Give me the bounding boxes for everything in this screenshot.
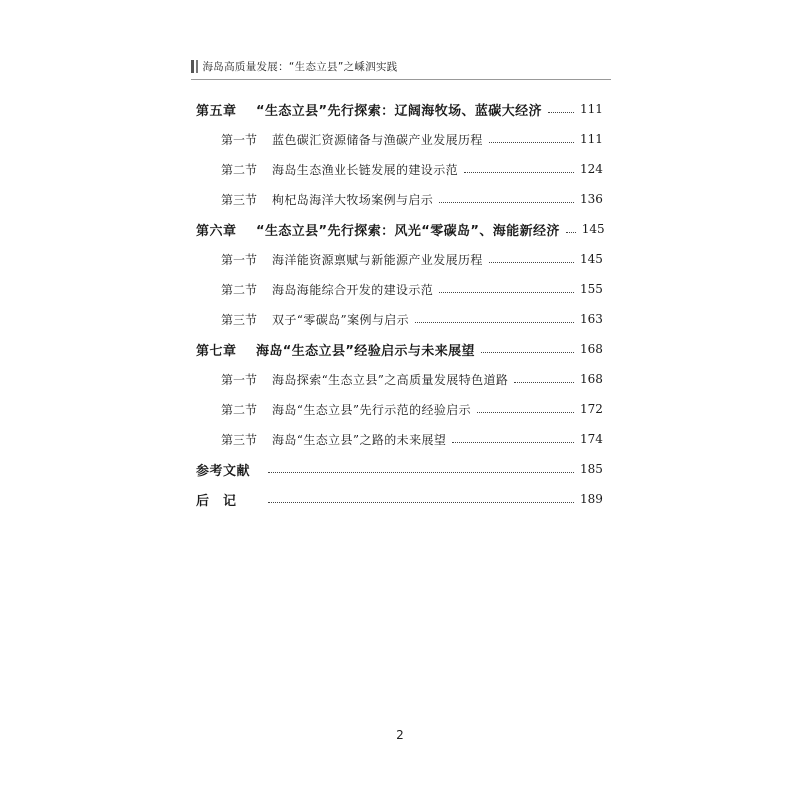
header-rule: [191, 79, 611, 80]
chapter-number: 第五章: [196, 103, 237, 119]
dot-leader: [268, 502, 574, 503]
toc-page-number: 111: [580, 102, 603, 116]
section-title: 双子“零碳岛”案例与启示: [272, 312, 410, 327]
section-title: 海洋能资源禀赋与新能源产业发展历程: [272, 252, 483, 267]
section-title: 海岛生态渔业长链发展的建设示范: [272, 162, 459, 177]
toc-section-entry[interactable]: [196, 184, 602, 214]
section-title: 海岛探索“生态立县”之高质量发展特色道路: [272, 372, 509, 387]
dot-leader: [452, 442, 574, 443]
toc-page-number: 168: [580, 372, 603, 386]
toc-page-number: 168: [580, 342, 603, 356]
toc-section-entry[interactable]: [196, 364, 602, 394]
toc-chapter-entry[interactable]: [196, 214, 605, 244]
section-number: 第一节: [221, 132, 258, 147]
section-title: 海岛“生态立县”先行示范的经验启示: [272, 402, 472, 417]
section-title: 海岛“生态立县”之路的未来展望: [272, 432, 447, 447]
toc-section-entry[interactable]: [196, 304, 602, 334]
chapter-title: “生态立县”先行探索：辽阔海牧场、蓝碳大经济: [256, 103, 542, 119]
toc-section-entry[interactable]: [196, 124, 602, 154]
toc-page-number: 155: [580, 282, 603, 296]
dot-leader: [548, 112, 574, 113]
dot-leader: [439, 292, 574, 293]
chapter-number: 参考文献: [196, 463, 251, 479]
chapter-number: 第六章: [196, 223, 237, 239]
toc-section-entry[interactable]: [196, 424, 602, 454]
toc-page-number: 189: [580, 492, 603, 506]
running-title: 海岛高质量发展：“生态立县”之嵊泗实践: [202, 60, 398, 73]
toc-section-entry[interactable]: [196, 154, 602, 184]
section-title: 蓝色碳汇资源储备与渔碳产业发展历程: [272, 132, 483, 147]
dot-leader: [489, 262, 574, 263]
page-number: 2: [396, 728, 404, 742]
dot-leader: [415, 322, 574, 323]
dot-leader: [481, 352, 574, 353]
toc-page-number: 145: [580, 252, 603, 266]
section-title: 海岛海能综合开发的建设示范: [272, 282, 434, 297]
dot-leader: [514, 382, 574, 383]
toc-section-entry[interactable]: [196, 274, 602, 304]
dot-leader: [489, 142, 574, 143]
toc-page-number: 174: [580, 432, 603, 446]
toc-page-number: 185: [580, 462, 603, 476]
toc-page-number: 136: [580, 192, 603, 206]
toc-chapter-entry[interactable]: [196, 94, 602, 124]
toc-section-entry[interactable]: [196, 244, 602, 274]
toc-page-number: 172: [580, 402, 603, 416]
dot-leader: [439, 202, 574, 203]
dot-leader: [268, 472, 574, 473]
dot-leader: [566, 232, 576, 233]
header-bar-icon: [191, 60, 194, 73]
section-number: 第三节: [221, 192, 258, 207]
section-title: 枸杞岛海洋大牧场案例与启示: [272, 192, 434, 207]
table-of-contents: [196, 94, 605, 514]
section-number: 第一节: [221, 252, 258, 267]
chapter-number: 后 记: [196, 493, 237, 509]
toc-page-number: 124: [580, 162, 603, 176]
section-number: 第三节: [221, 312, 258, 327]
running-header: [191, 55, 611, 77]
section-number: 第二节: [221, 402, 258, 417]
dot-leader: [464, 172, 574, 173]
section-number: 第二节: [221, 282, 258, 297]
chapter-number: 第七章: [196, 343, 237, 359]
chapter-title: “生态立县”先行探索：风光“零碳岛”、海能新经济: [256, 223, 560, 239]
chapter-title: 海岛“生态立县”经验启示与未来展望: [256, 343, 475, 359]
section-number: 第二节: [221, 162, 258, 177]
header-bar-thin-icon: [196, 60, 198, 73]
section-number: 第一节: [221, 372, 258, 387]
toc-section-entry[interactable]: [196, 394, 602, 424]
toc-chapter-entry[interactable]: [196, 334, 602, 364]
section-number: 第三节: [221, 432, 258, 447]
toc-page-number: 145: [581, 222, 605, 236]
toc-page-number: 163: [580, 312, 603, 326]
toc-chapter-entry[interactable]: [196, 454, 602, 484]
toc-chapter-entry[interactable]: [196, 484, 602, 514]
dot-leader: [477, 412, 574, 413]
toc-page-number: 111: [580, 132, 603, 146]
